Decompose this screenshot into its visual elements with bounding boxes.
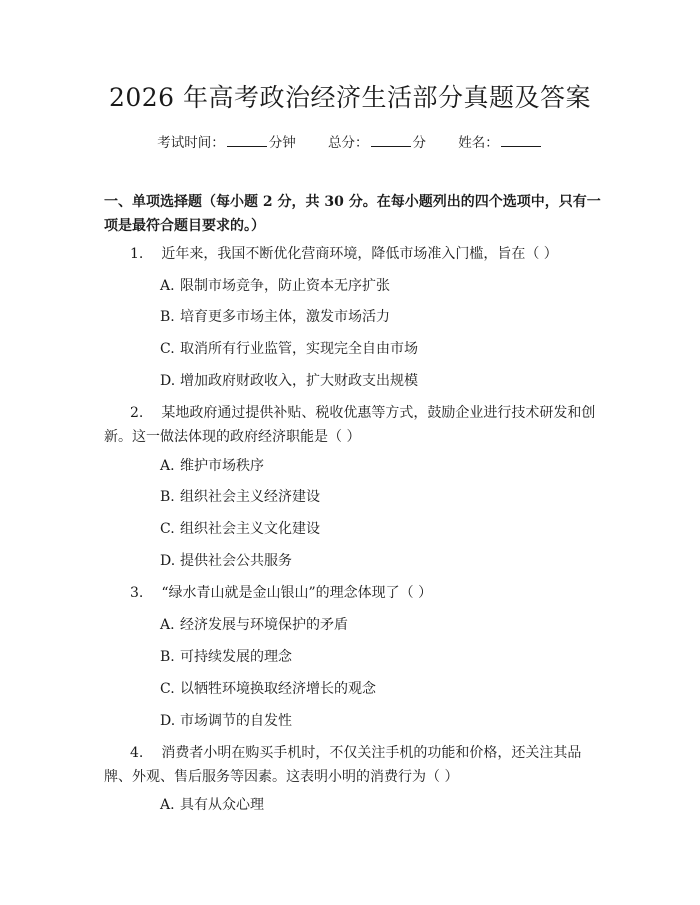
- question-number: 2.: [130, 405, 144, 421]
- question-2-option-b: [160, 487, 600, 507]
- question-4-option-a: [160, 795, 600, 815]
- option-text: 市场调节的自发性: [180, 713, 292, 729]
- question-3-option-d: [160, 711, 600, 731]
- section-heading: 一、单项选择题（每小题 2 分，共 30 分。在每小题列出的四个选项中，只有一项是最符合题目要求的。）: [104, 194, 601, 234]
- option-text: 限制市场竞争，防止资本无序扩张: [180, 278, 390, 294]
- option-text: 培育更多市场主体，激发市场活力: [180, 309, 390, 325]
- question-3-option-b: [160, 647, 600, 667]
- option-letter: B.: [160, 309, 175, 325]
- option-text: 维护市场秩序: [180, 458, 264, 474]
- option-text: 增加政府财政收入，扩大财政支出规模: [180, 373, 418, 389]
- option-text: 提供社会公共服务: [180, 553, 292, 569]
- exam-time-blank: [227, 132, 267, 147]
- exam-time-unit: 分钟: [268, 135, 296, 151]
- option-letter: C.: [160, 341, 175, 357]
- option-letter: D.: [160, 373, 176, 389]
- question-3: [104, 581, 609, 605]
- question-4: [104, 741, 609, 789]
- option-text: 取消所有行业监管，实现完全自由市场: [180, 341, 418, 357]
- option-letter: D.: [160, 713, 176, 729]
- question-1-option-d: [160, 371, 600, 391]
- question-3-option-c: [160, 679, 600, 699]
- question-text: 消费者小明在购买手机时，不仅关注手机的功能和价格，还关注其品牌、外观、售后服务等因素。这表明小明的消费行为（ ）: [104, 745, 582, 785]
- question-2-option-a: [160, 456, 600, 476]
- question-text: “绿水青山就是金山银山”的理念体现了（ ）: [161, 585, 433, 601]
- option-text: 经济发展与环境保护的矛盾: [180, 617, 348, 633]
- question-1-option-c: [160, 339, 600, 359]
- option-letter: C.: [160, 681, 175, 697]
- exam-meta: [0, 132, 700, 153]
- student-name-label: 姓名：: [458, 135, 499, 151]
- option-letter: D.: [160, 553, 176, 569]
- question-number: 4.: [130, 745, 144, 761]
- option-letter: A.: [160, 458, 175, 474]
- question-2-option-d: [160, 551, 600, 571]
- option-letter: A.: [160, 278, 175, 294]
- question-2: [104, 401, 609, 449]
- option-text: 组织社会主义文化建设: [180, 521, 320, 537]
- question-text: 近年来，我国不断优化营商环境，降低市场准入门槛，旨在（ ）: [161, 246, 558, 262]
- question-1-option-b: [160, 307, 600, 327]
- option-letter: A.: [160, 617, 175, 633]
- question-number: 3.: [130, 585, 144, 601]
- student-name: [458, 132, 543, 153]
- total-score: [328, 132, 426, 153]
- option-text: 以牺牲环境换取经济增长的观念: [180, 681, 376, 697]
- question-text: 某地政府通过提供补贴、税收优惠等方式，鼓励企业进行技术研发和创新。这一做法体现的政府经济职能是（ ）: [104, 405, 596, 445]
- option-letter: B.: [160, 649, 175, 665]
- total-score-blank: [371, 132, 411, 147]
- option-text: 组织社会主义经济建设: [180, 489, 320, 505]
- option-letter: A.: [160, 797, 175, 813]
- question-1: [104, 242, 609, 266]
- student-name-blank: [501, 132, 541, 147]
- total-score-label: 总分：: [328, 135, 369, 151]
- question-2-option-c: [160, 519, 600, 539]
- question-1-option-a: [160, 276, 600, 296]
- question-3-option-a: [160, 615, 600, 635]
- exam-time-label: 考试时间：: [157, 135, 225, 151]
- option-text: 可持续发展的理念: [180, 649, 292, 665]
- page-title: 2026 年高考政治经济生活部分真题及答案: [108, 83, 592, 112]
- option-letter: B.: [160, 489, 175, 505]
- total-score-unit: 分: [412, 135, 426, 151]
- option-letter: C.: [160, 521, 175, 537]
- option-text: 具有从众心理: [180, 797, 264, 813]
- exam-time: [157, 132, 296, 153]
- question-number: 1.: [130, 246, 144, 262]
